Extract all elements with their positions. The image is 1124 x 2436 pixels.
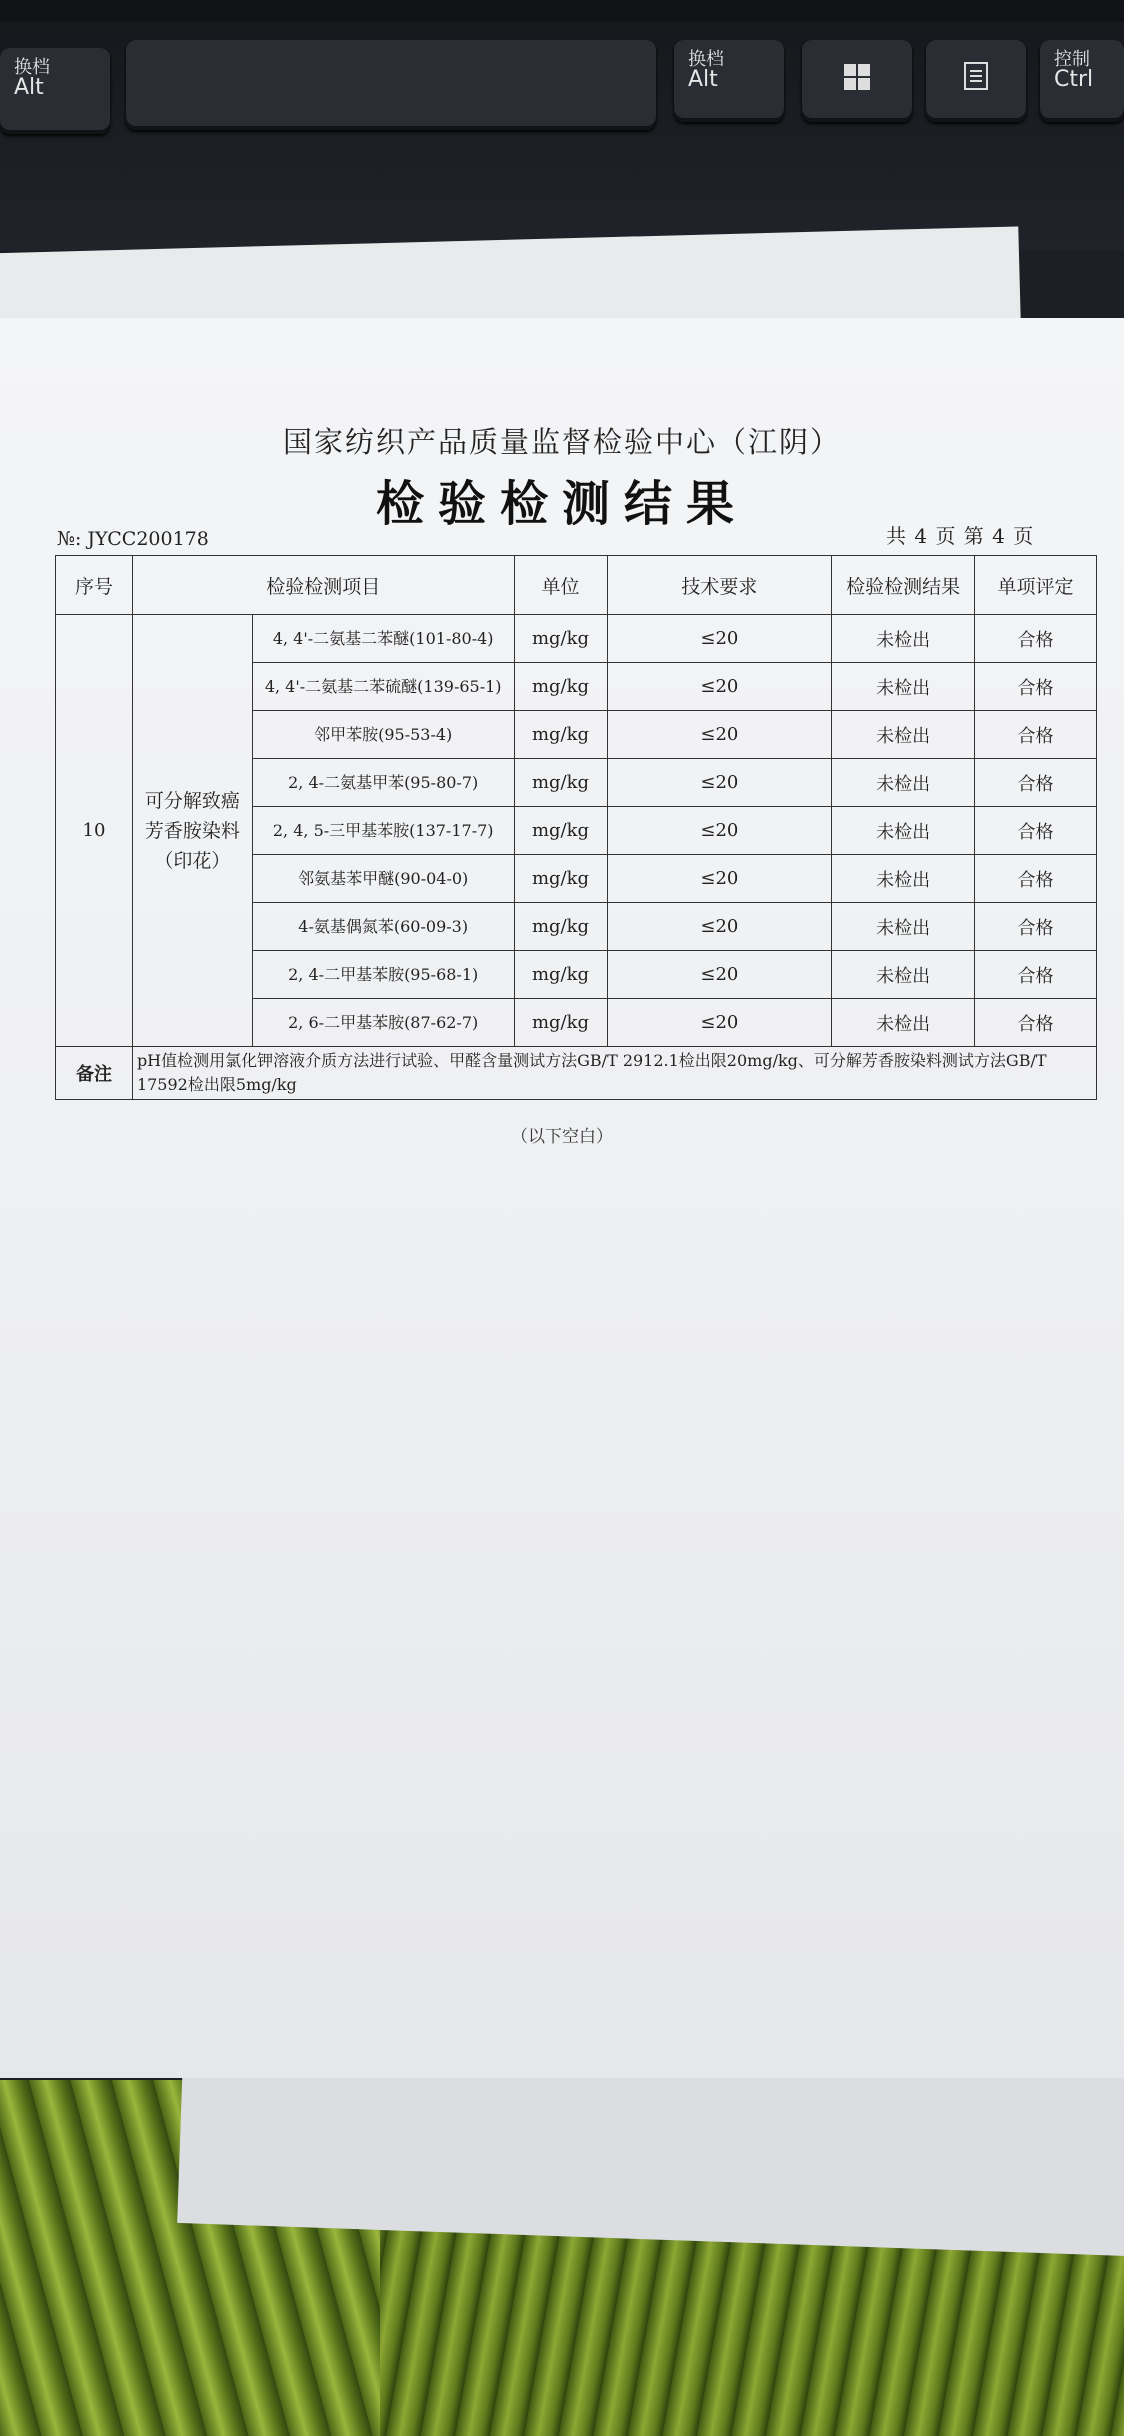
key-space[interactable]: [126, 40, 656, 130]
result: 未检出: [832, 999, 975, 1047]
category-cell: 可分解致癌芳香胺染料（印花）: [132, 615, 252, 1047]
requirement: ≤20: [607, 615, 832, 663]
unit: mg/kg: [514, 855, 607, 903]
keyboard: [0, 0, 1124, 250]
header-evaluation: 单项评定: [975, 556, 1097, 615]
evaluation: 合格: [975, 615, 1097, 663]
result: 未检出: [832, 615, 975, 663]
unit: mg/kg: [514, 615, 607, 663]
note-row: [56, 1047, 1097, 1100]
key-alt-left[interactable]: [0, 48, 110, 134]
page-indicator: 共 4 页 第 4 页: [886, 524, 1035, 548]
unit: mg/kg: [514, 759, 607, 807]
unit: mg/kg: [514, 807, 607, 855]
header-item: 检验检测项目: [132, 556, 514, 615]
evaluation: 合格: [975, 951, 1097, 999]
requirement: ≤20: [607, 855, 832, 903]
report-title: 检验检测结果: [375, 476, 748, 532]
windows-icon: [844, 64, 870, 90]
key-alt-left-bottom: Alt: [14, 75, 44, 100]
unit: mg/kg: [514, 711, 607, 759]
evaluation: 合格: [975, 903, 1097, 951]
table-row: [56, 615, 1097, 663]
result: 未检出: [832, 951, 975, 999]
item-name: 4, 4'-二氨基二苯醚(101-80-4): [252, 615, 514, 663]
evaluation: 合格: [975, 663, 1097, 711]
header-unit: 单位: [514, 556, 607, 615]
item-name: 邻氨基苯甲醚(90-04-0): [252, 855, 514, 903]
key-ctrl-bottom: Ctrl: [1054, 67, 1094, 92]
note-text: pH值检测用氯化钾溶液介质方法进行试验、甲醛含量测试方法GB/T 2912.1检出限20mg/kg、可分解芳香胺染料测试方法GB/T 17592检出限5mg/kg: [132, 1047, 1096, 1100]
requirement: ≤20: [607, 903, 832, 951]
result: 未检出: [832, 711, 975, 759]
key-alt-right[interactable]: [674, 40, 784, 122]
result: 未检出: [832, 855, 975, 903]
blank-below-marker: （以下空白）: [511, 1127, 613, 1147]
item-name: 4, 4'-二氨基二苯硫醚(139-65-1): [252, 663, 514, 711]
evaluation: 合格: [975, 999, 1097, 1047]
sequence-number: 10: [56, 615, 133, 1047]
header-requirement: 技术要求: [607, 556, 832, 615]
requirement: ≤20: [607, 999, 832, 1047]
evaluation: 合格: [975, 759, 1097, 807]
requirement: ≤20: [607, 951, 832, 999]
evaluation: 合格: [975, 711, 1097, 759]
item-name: 2, 4-二甲基苯胺(95-68-1): [252, 951, 514, 999]
unit: mg/kg: [514, 903, 607, 951]
item-name: 2, 6-二甲基苯胺(87-62-7): [252, 999, 514, 1047]
key-alt-left-top: 换档: [14, 57, 50, 78]
result: 未检出: [832, 759, 975, 807]
evaluation: 合格: [975, 807, 1097, 855]
header-seq: 序号: [56, 556, 133, 615]
document-number: №: JYCC200178: [57, 528, 209, 550]
requirement: ≤20: [607, 663, 832, 711]
note-label: 备注: [56, 1047, 133, 1100]
key-windows[interactable]: [802, 40, 912, 122]
result: 未检出: [832, 903, 975, 951]
requirement: ≤20: [607, 711, 832, 759]
result: 未检出: [832, 663, 975, 711]
table-header-row: [56, 556, 1097, 615]
requirement: ≤20: [607, 807, 832, 855]
header-result: 检验检测结果: [832, 556, 975, 615]
key-alt-right-bottom: Alt: [688, 67, 718, 92]
key-alt-right-top: 换档: [688, 49, 724, 70]
item-name: 邻甲苯胺(95-53-4): [252, 711, 514, 759]
menu-icon: [964, 62, 988, 90]
key-ctrl-top: 控制: [1054, 49, 1090, 70]
organization-name: 国家纺织产品质量监督检验中心（江阴）: [282, 425, 841, 459]
unit: mg/kg: [514, 663, 607, 711]
item-name: 2, 4, 5-三甲基苯胺(137-17-7): [252, 807, 514, 855]
key-menu[interactable]: [926, 40, 1026, 122]
evaluation: 合格: [975, 855, 1097, 903]
unit: mg/kg: [514, 999, 607, 1047]
requirement: ≤20: [607, 759, 832, 807]
keyboard-top-row: [0, 0, 1124, 22]
result: 未检出: [832, 807, 975, 855]
item-name: 4-氨基偶氮苯(60-09-3): [252, 903, 514, 951]
key-ctrl[interactable]: [1040, 40, 1124, 122]
unit: mg/kg: [514, 951, 607, 999]
results-table: [55, 555, 1097, 1100]
item-name: 2, 4-二氨基甲苯(95-80-7): [252, 759, 514, 807]
